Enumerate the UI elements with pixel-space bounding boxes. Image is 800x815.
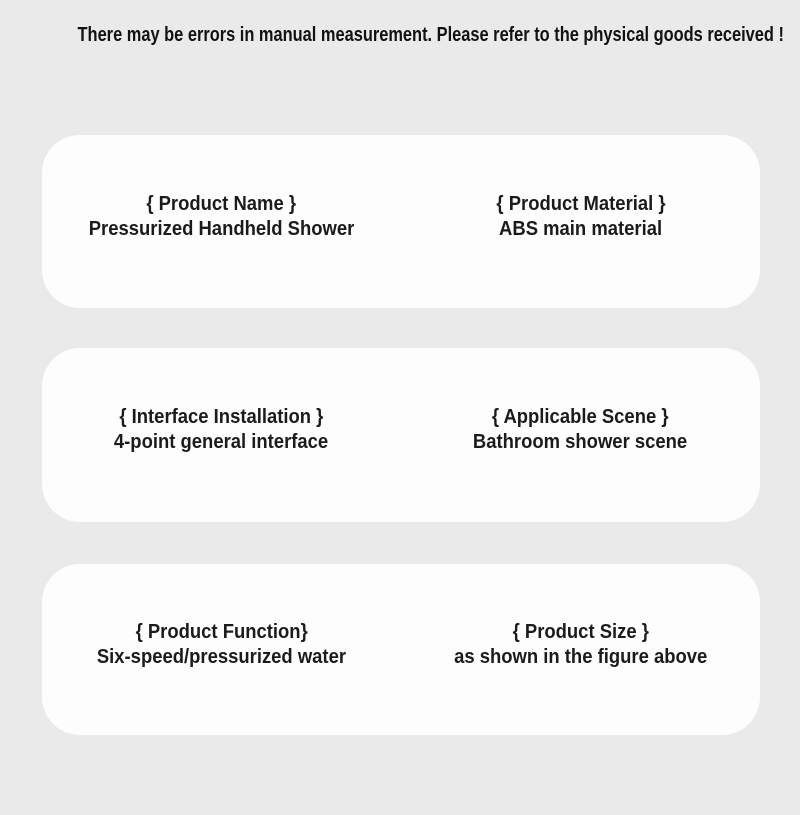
spec-value: as shown in the figure above (453, 644, 708, 668)
spec-value: Six-speed/pressurized water (96, 644, 347, 668)
spec-title: { Applicable Scene } (492, 405, 669, 428)
spec-product-name (42, 135, 401, 308)
spec-title: { Product Function} (135, 619, 308, 643)
spec-product-size (401, 564, 760, 735)
spec-applicable-scene (401, 348, 760, 522)
measurement-notice-text: There may be errors in manual measurement. Please refer to the physical goods received ! (77, 24, 784, 46)
spec-value: 4-point general interface (114, 430, 329, 453)
spec-product-material (401, 135, 760, 308)
spec-value: Pressurized Handheld Shower (88, 216, 355, 240)
spec-interface-installation (42, 348, 401, 522)
spec-title: { Product Name } (146, 191, 297, 215)
info-card-function-size (42, 564, 760, 735)
spec-title: { Product Material } (495, 191, 666, 215)
spec-value: Bathroom shower scene (473, 430, 688, 453)
info-card-interface-scene (42, 348, 760, 522)
spec-title: { Product Size } (512, 619, 649, 643)
spec-value: ABS main material (498, 216, 663, 240)
measurement-notice (0, 24, 800, 47)
info-card-product-name-material (42, 135, 760, 308)
spec-title: { Interface Installation } (119, 405, 324, 428)
spec-product-function (42, 564, 401, 735)
